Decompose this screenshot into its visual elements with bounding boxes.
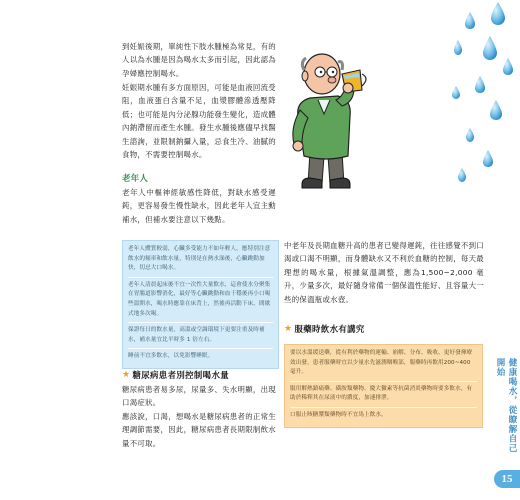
diabetes-heading-label: 糖尿病患者別控制喝水量 [132,370,229,380]
elderly-tip: 老年人體質較弱，心臟多受能力不如年輕人，應特別注意飲水的頻率和飲水量，特別是在熱水澡後，心臟跳動加快，切忌大口喝水。 [128,245,273,278]
medication-tip: 要以水溫缓送藥，從有利於藥物的運輸、崩解、分布、吸收、更好發揮療效出發，患者服藥時宜以少量水先滋潤咽喉部，服藥時再飲用200~400 毫升。 [290,349,477,382]
elderly-tips-box [122,240,279,369]
star-icon: ★ [122,370,131,380]
intro-paragraph-2: 妊娠期水腫有多方面原因，可能是血液回流受阻，血液蛋白含量不足，血漿膠體滲透壓降低；也可能是內分泌腺功能發生變化，造成體內鈉滯留而產生水腫。發生水腫後應儘早找醫生諮詢，並限制鈉攝入量，忌食生冷、油膩的食物，不需要控制喝水。 [122,83,276,160]
elderly-man-illustration [288,44,374,194]
medication-tips-box [284,344,483,428]
elderly-heading [122,172,148,184]
medication-heading [284,323,365,335]
elderly-tip: 老年人清晨起床後不宜一次性大量飲水，這會使水分聚集在胃腸道影響消化，最好等心臟跳動和血干穩後再小口喝些溫開水，喝水時應靠在床背上，然後再活動下床，間歇式地多次喝。 [128,281,273,323]
intro-paragraph-1: 到妊娠後期，單純性下肢水腫極為常見，有的人以為水腫是因為喝水太多而引起，因此認為孕婦應控制喝水。 [122,42,276,78]
medication-tip: 服用解熱鎮痛藥、磺胺類藥物、慶大黴素等抗菌消炎藥物時要多飲水，有助於稀釋其在尿液中的濃度，加速排泄。 [290,385,477,408]
elderly-paragraph: 老年人中樞神經敏感性降低，對缺水感受遲鈍，更容易發生慢性缺水，因此老年人宜主動補水，但補水要注意以下幾點。 [122,188,276,224]
elderly-tip: 睡前不宜多飲水，以免影響睡眠。 [128,353,214,360]
diabetes-paragraph-1: 糖尿病患者易多尿，尿量多、失水明顯，出現口渴症狀。 [122,385,276,408]
diabetes-heading [122,369,229,381]
medication-heading-label: 服藥時飲水有講究 [294,324,365,334]
star-icon: ★ [284,324,293,334]
kidney-paragraph: 中老年及長期血糖升高的患者已變得遲鈍，往往感覺不到口渴或口渴不明顯，而身體缺水又不利於血糖的控制，每天最理想的喝水量，根據氣溫調整，應為1,500~2,000 毫升，少量多次，最好隨身常備一個保溫性能好、且容量大一些的保溫瓶或水壺。 [284,241,484,304]
diabetes-paragraph-2: 應該說，口渴，想喝水是糖尿病患者的正常生理調節需要，因此，糖尿病患者長期限制飲水量不可取。 [122,412,276,448]
medication-tip: 口服止咳糖漿類藥物時不宜馬上飲水。 [290,411,387,418]
elderly-tip: 保證每日的飲水量，高溫或空調環境下更要注重及時補水，補水量宜比平時多 1 倍左右。 [128,326,273,349]
elderly-heading-label: 老年人 [122,173,149,183]
water-drops-decoration [440,0,520,260]
side-title: 健康喝水，從瞭解自己開始 [495,358,517,453]
page-number: 15 [494,470,520,488]
